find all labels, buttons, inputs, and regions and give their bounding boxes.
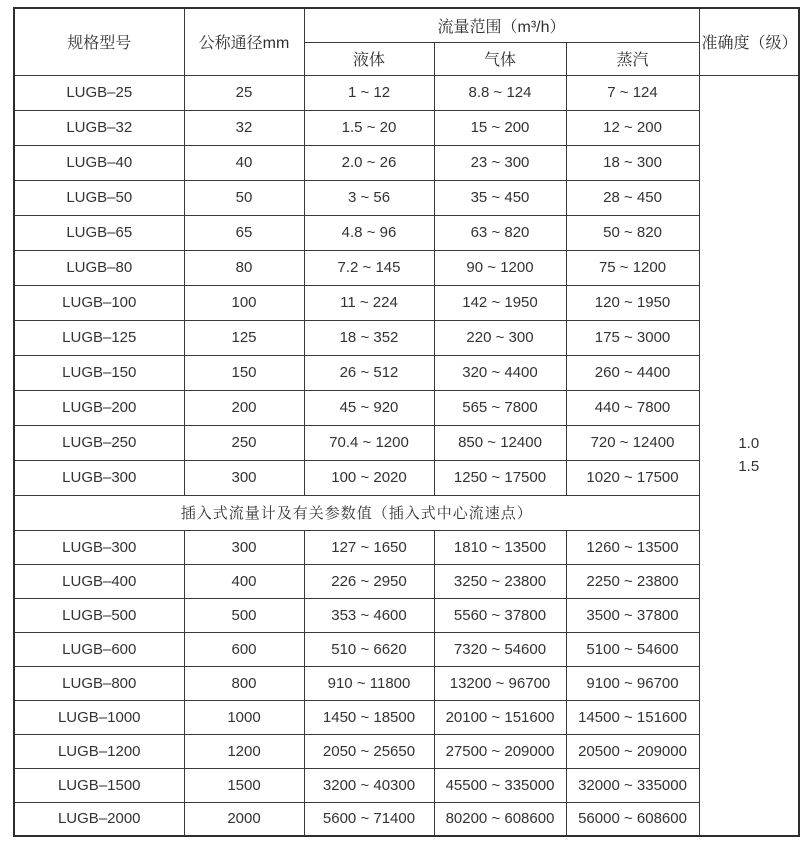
cell-liquid: 4.8 ~ 96 xyxy=(304,215,434,250)
table-row xyxy=(14,768,799,802)
cell-model: LUGB–300 xyxy=(14,530,184,564)
cell-steam: 12 ~ 200 xyxy=(566,110,699,145)
cell-model: LUGB–200 xyxy=(14,390,184,425)
cell-steam: 120 ~ 1950 xyxy=(566,285,699,320)
table-row xyxy=(14,215,799,250)
cell-gas: 1250 ~ 17500 xyxy=(434,460,566,495)
cell-steam: 14500 ~ 151600 xyxy=(566,700,699,734)
cell-gas: 220 ~ 300 xyxy=(434,320,566,355)
cell-liquid: 100 ~ 2020 xyxy=(304,460,434,495)
cell-liquid: 11 ~ 224 xyxy=(304,285,434,320)
cell-dn: 80 xyxy=(184,250,304,285)
cell-gas: 565 ~ 7800 xyxy=(434,390,566,425)
table-header xyxy=(14,8,799,75)
table-row xyxy=(14,390,799,425)
cell-dn: 32 xyxy=(184,110,304,145)
cell-steam: 32000 ~ 335000 xyxy=(566,768,699,802)
cell-steam: 28 ~ 450 xyxy=(566,180,699,215)
header-row-1 xyxy=(14,8,799,42)
cell-liquid: 353 ~ 4600 xyxy=(304,598,434,632)
table-row xyxy=(14,285,799,320)
flow-range-spec-table xyxy=(13,7,800,837)
cell-dn: 1000 xyxy=(184,700,304,734)
cell-gas: 63 ~ 820 xyxy=(434,215,566,250)
col-header-nominal-diameter: 公称通径mm xyxy=(184,8,304,75)
cell-steam: 50 ~ 820 xyxy=(566,215,699,250)
table-body xyxy=(14,75,799,836)
cell-gas: 7320 ~ 54600 xyxy=(434,632,566,666)
cell-dn: 600 xyxy=(184,632,304,666)
cell-dn: 500 xyxy=(184,598,304,632)
cell-steam: 260 ~ 4400 xyxy=(566,355,699,390)
cell-dn: 50 xyxy=(184,180,304,215)
cell-gas: 90 ~ 1200 xyxy=(434,250,566,285)
cell-gas: 35 ~ 450 xyxy=(434,180,566,215)
cell-model: LUGB–600 xyxy=(14,632,184,666)
cell-model: LUGB–40 xyxy=(14,145,184,180)
cell-model: LUGB–1200 xyxy=(14,734,184,768)
cell-dn: 300 xyxy=(184,530,304,564)
cell-model: LUGB–65 xyxy=(14,215,184,250)
table-row xyxy=(14,632,799,666)
cell-liquid: 910 ~ 11800 xyxy=(304,666,434,700)
cell-dn: 25 xyxy=(184,75,304,110)
cell-model: LUGB–1500 xyxy=(14,768,184,802)
accuracy-value: 1.0 xyxy=(738,435,760,453)
cell-gas: 20100 ~ 151600 xyxy=(434,700,566,734)
cell-gas: 80200 ~ 608600 xyxy=(434,802,566,836)
cell-model: LUGB–50 xyxy=(14,180,184,215)
cell-steam: 9100 ~ 96700 xyxy=(566,666,699,700)
cell-gas: 320 ~ 4400 xyxy=(434,355,566,390)
cell-dn: 150 xyxy=(184,355,304,390)
cell-dn: 65 xyxy=(184,215,304,250)
table-row xyxy=(14,700,799,734)
cell-steam: 2250 ~ 23800 xyxy=(566,564,699,598)
cell-dn: 200 xyxy=(184,390,304,425)
cell-model: LUGB–150 xyxy=(14,355,184,390)
cell-steam: 7 ~ 124 xyxy=(566,75,699,110)
cell-model: LUGB–125 xyxy=(14,320,184,355)
cell-liquid: 2050 ~ 25650 xyxy=(304,734,434,768)
cell-liquid: 127 ~ 1650 xyxy=(304,530,434,564)
cell-model: LUGB–1000 xyxy=(14,700,184,734)
cell-model: LUGB–100 xyxy=(14,285,184,320)
col-header-gas: 气体 xyxy=(434,42,566,75)
table-row xyxy=(14,460,799,495)
col-header-accuracy: 准确度（级） xyxy=(699,8,799,75)
cell-model: LUGB–500 xyxy=(14,598,184,632)
cell-liquid: 7.2 ~ 145 xyxy=(304,250,434,285)
cell-model: LUGB–400 xyxy=(14,564,184,598)
table-row xyxy=(14,355,799,390)
cell-steam: 720 ~ 12400 xyxy=(566,425,699,460)
cell-steam: 1260 ~ 13500 xyxy=(566,530,699,564)
cell-model: LUGB–32 xyxy=(14,110,184,145)
col-header-liquid: 液体 xyxy=(304,42,434,75)
cell-dn: 1500 xyxy=(184,768,304,802)
table-row xyxy=(14,145,799,180)
section-header-row xyxy=(14,495,799,530)
cell-gas: 45500 ~ 335000 xyxy=(434,768,566,802)
table-row xyxy=(14,250,799,285)
cell-model: LUGB–250 xyxy=(14,425,184,460)
table-row xyxy=(14,320,799,355)
cell-liquid: 510 ~ 6620 xyxy=(304,632,434,666)
cell-gas: 850 ~ 12400 xyxy=(434,425,566,460)
cell-steam: 20500 ~ 209000 xyxy=(566,734,699,768)
cell-dn: 100 xyxy=(184,285,304,320)
cell-gas: 13200 ~ 96700 xyxy=(434,666,566,700)
cell-gas: 23 ~ 300 xyxy=(434,145,566,180)
cell-liquid: 18 ~ 352 xyxy=(304,320,434,355)
cell-liquid: 226 ~ 2950 xyxy=(304,564,434,598)
table-row xyxy=(14,666,799,700)
table-row xyxy=(14,564,799,598)
cell-model: LUGB–300 xyxy=(14,460,184,495)
cell-liquid: 5600 ~ 71400 xyxy=(304,802,434,836)
cell-dn: 400 xyxy=(184,564,304,598)
cell-liquid: 26 ~ 512 xyxy=(304,355,434,390)
cell-steam: 175 ~ 3000 xyxy=(566,320,699,355)
cell-dn: 2000 xyxy=(184,802,304,836)
table-row xyxy=(14,734,799,768)
col-header-flow-range: 流量范围（m³/h） xyxy=(304,8,699,42)
cell-liquid: 1 ~ 12 xyxy=(304,75,434,110)
cell-liquid: 2.0 ~ 26 xyxy=(304,145,434,180)
cell-model: LUGB–800 xyxy=(14,666,184,700)
col-header-model: 规格型号 xyxy=(14,8,184,75)
cell-gas: 8.8 ~ 124 xyxy=(434,75,566,110)
cell-dn: 40 xyxy=(184,145,304,180)
cell-dn: 1200 xyxy=(184,734,304,768)
cell-gas: 3250 ~ 23800 xyxy=(434,564,566,598)
cell-gas: 5560 ~ 37800 xyxy=(434,598,566,632)
cell-model: LUGB–25 xyxy=(14,75,184,110)
cell-liquid: 70.4 ~ 1200 xyxy=(304,425,434,460)
cell-steam: 56000 ~ 608600 xyxy=(566,802,699,836)
cell-steam: 5100 ~ 54600 xyxy=(566,632,699,666)
cell-gas: 1810 ~ 13500 xyxy=(434,530,566,564)
cell-steam: 18 ~ 300 xyxy=(566,145,699,180)
cell-steam: 440 ~ 7800 xyxy=(566,390,699,425)
cell-model: LUGB–2000 xyxy=(14,802,184,836)
cell-liquid: 3200 ~ 40300 xyxy=(304,768,434,802)
table-row xyxy=(14,598,799,632)
cell-gas: 27500 ~ 209000 xyxy=(434,734,566,768)
table-row xyxy=(14,530,799,564)
cell-dn: 800 xyxy=(184,666,304,700)
cell-liquid: 45 ~ 920 xyxy=(304,390,434,425)
cell-liquid: 1450 ~ 18500 xyxy=(304,700,434,734)
cell-liquid: 3 ~ 56 xyxy=(304,180,434,215)
table-row xyxy=(14,425,799,460)
table-row xyxy=(14,110,799,145)
section-header: 插入式流量计及有关参数值（插入式中心流速点） xyxy=(14,495,699,530)
cell-steam: 3500 ~ 37800 xyxy=(566,598,699,632)
cell-steam: 75 ~ 1200 xyxy=(566,250,699,285)
cell-steam: 1020 ~ 17500 xyxy=(566,460,699,495)
cell-dn: 250 xyxy=(184,425,304,460)
cell-model: LUGB–80 xyxy=(14,250,184,285)
table-row xyxy=(14,180,799,215)
cell-liquid: 1.5 ~ 20 xyxy=(304,110,434,145)
table-row xyxy=(14,802,799,836)
cell-dn: 300 xyxy=(184,460,304,495)
accuracy-value: 1.5 xyxy=(738,458,760,476)
accuracy-cell xyxy=(699,75,799,836)
table-row xyxy=(14,75,799,110)
cell-dn: 125 xyxy=(184,320,304,355)
cell-gas: 142 ~ 1950 xyxy=(434,285,566,320)
col-header-steam: 蒸汽 xyxy=(566,42,699,75)
cell-gas: 15 ~ 200 xyxy=(434,110,566,145)
